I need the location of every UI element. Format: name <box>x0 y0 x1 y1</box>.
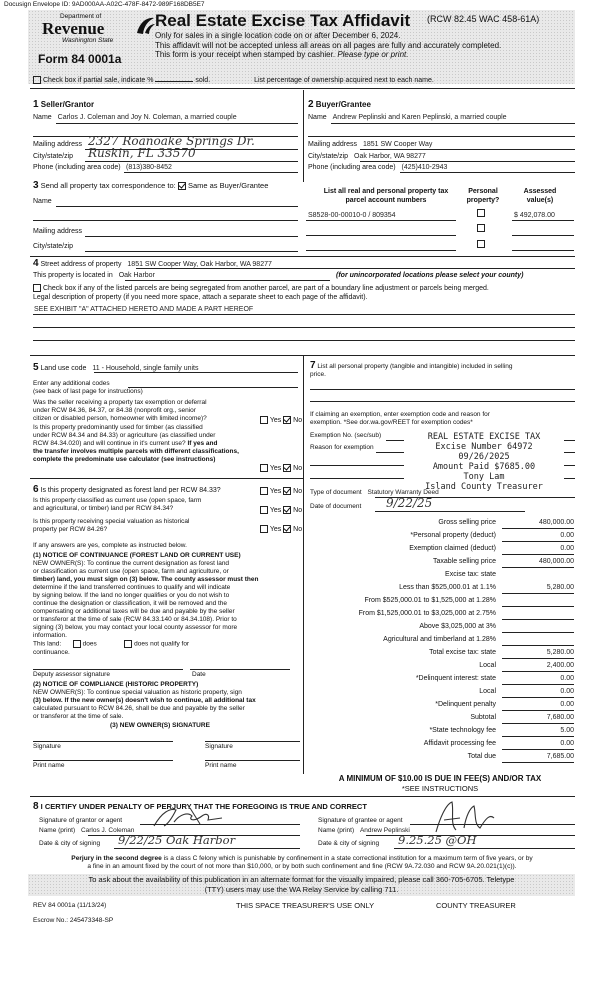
section3-label: Send all property tax correspondence to: <box>40 181 176 190</box>
form-number: Form 84 0001a <box>38 52 122 66</box>
grantee-date-label: Date & city of signing <box>318 840 380 847</box>
buyer-city-value[interactable]: Oak Harbor, WA 98277 <box>354 153 426 160</box>
owner-print-label-1: Print name <box>33 762 65 769</box>
certify-heading: 8 I CERTIFY UNDER PENALTY OF PERJURY THAT THE FOREGOING IS TRUE AND CORRECT <box>33 801 367 812</box>
historic-yes-checkbox[interactable] <box>260 525 268 533</box>
calc-row-label: Less than $525,000.01 at 1.1% <box>399 584 496 591</box>
stamp-line-4: Amount Paid $7685.00 <box>432 462 536 472</box>
personal-property-header: Personal property? <box>466 188 500 204</box>
unincorporated-note: (for unincorporated locations please select your county) <box>336 272 524 279</box>
parcel-header: List all real and personal property tax parcel account numbers <box>323 188 449 204</box>
dor-logo <box>42 13 152 45</box>
calc-row-label: Above $3,025,000 at 3% <box>419 623 496 630</box>
if-any-yes: If any answers are yes, complete as instructed below. <box>33 542 187 549</box>
buyer-city-row <box>308 153 426 160</box>
exemption-instructions: If claiming an exemption, enter exemption code and reason for exemption. *See dor.wa.gov/REET for exemption codes* <box>310 411 490 426</box>
grantee-signature[interactable] <box>430 798 500 838</box>
exemption-no-checkbox[interactable] <box>283 416 291 424</box>
revenue-swoosh-icon <box>134 15 156 37</box>
county-treasurer-label: COUNTY TREASURER <box>436 901 516 910</box>
calc-row-label: From $525,000.01 to $1,525,000 at 1.28% <box>364 597 496 604</box>
assessed-value-header: Assessed value(s) <box>523 188 557 204</box>
location-value[interactable]: Oak Harbor <box>118 272 155 279</box>
form-rcw: (RCW 82.45 WAC 458-61A) <box>427 14 540 24</box>
logo-state: Washington State <box>62 37 114 44</box>
calc-row-label: From $1,525,000.01 to $3,025,000 at 2.75% <box>358 610 496 617</box>
seller-mailing-value[interactable]: 2327 Roanoake Springs Dr. <box>88 134 255 148</box>
header-line-1: Only for sales in a single location code on or after December 6, 2024. <box>155 31 401 40</box>
see-instructions: *SEE INSTRUCTIONS <box>401 784 479 793</box>
assessed-value[interactable]: $ 492,078.00 <box>514 212 555 219</box>
calc-row-label: Total due <box>467 753 496 760</box>
calc-row-value[interactable]: 0.00 <box>502 532 574 542</box>
same-as-buyer-label: Same as Buyer/Grantee <box>187 181 269 190</box>
current-use-question: Is this property classified as current use (open space, farm and agricultural, or timber) land per RCW 84.34? <box>33 497 202 512</box>
calc-row-value[interactable]: 480,000.00 <box>502 519 574 529</box>
section3-row <box>33 180 268 191</box>
doc-date-value[interactable]: 9/22/25 <box>386 496 433 510</box>
land-does-checkbox[interactable] <box>73 640 81 648</box>
buyer-phone-value[interactable]: (425)410-2943 <box>401 164 448 171</box>
same-as-buyer-checkbox[interactable] <box>178 182 186 190</box>
section3-number: 3 <box>33 180 39 191</box>
calc-row-value[interactable] <box>502 597 574 607</box>
seller-name-label: Name <box>33 114 52 121</box>
exemption-yes-checkbox[interactable] <box>260 416 268 424</box>
partial-percent-field[interactable] <box>155 81 193 82</box>
section3-mailing-label: Mailing address <box>33 228 83 235</box>
segregation-row <box>33 284 489 292</box>
historic-no-checkbox[interactable] <box>283 525 291 533</box>
current-use-yes-checkbox[interactable] <box>260 506 268 514</box>
additional-codes-label: Enter any additional codes (see back of last page for instructions) <box>33 380 143 395</box>
seller-heading: 1 Seller/Grantor <box>33 99 95 110</box>
stamp-line-2: Excise Number 64972 <box>435 442 533 452</box>
deputy-signature-label: Deputy assessor signature <box>33 671 110 678</box>
seller-mailing-label: Mailing address <box>33 141 83 148</box>
land-use-label: Land use code <box>40 365 87 372</box>
deputy-date-label: Date <box>192 671 206 678</box>
section4-number: 4 <box>33 258 39 269</box>
personal-property-checkbox-2[interactable] <box>477 224 485 232</box>
buyer-phone-label: Phone (including area code) <box>308 164 396 171</box>
legal-description-label: Legal description of property (if you need more space, attach a separate sheet to each page of the affidavit). <box>33 294 368 301</box>
minimum-due: A MINIMUM OF $10.00 IS DUE IN FEE(S) AND/OR TAX <box>338 774 542 783</box>
calc-row-label: Excise tax: state <box>445 571 496 578</box>
location-label: This property is located in <box>33 272 113 279</box>
calc-row-label: Gross selling price <box>438 519 496 526</box>
calc-row-label: Local <box>479 688 496 695</box>
form-title: Real Estate Excise Tax Affidavit <box>155 11 411 30</box>
escrow-number: Escrow No.: 245473348-SP <box>33 917 114 924</box>
calc-row-value[interactable]: 0.00 <box>502 688 574 698</box>
calc-row-value[interactable]: 480,000.00 <box>502 558 574 568</box>
timber-yes-no: Yes No <box>260 464 302 472</box>
calc-row-value[interactable]: 0.00 <box>502 545 574 555</box>
seller-name-row <box>33 114 298 121</box>
calc-row-value[interactable]: 5,280.00 <box>502 649 574 659</box>
historic-yes-no: Yes No <box>260 525 302 533</box>
buyer-mailing-row <box>308 141 432 148</box>
doc-type-row: Type of document Statutory Warranty Deed <box>310 489 439 496</box>
treasurer-stamp <box>404 432 564 492</box>
exemption-yes-no: Yes No <box>260 416 302 424</box>
exemption-question: Was the seller receiving a property tax exemption or deferral under RCW 84.36, 84.37, or 84.38 (nonprofit org., senior citizen or disabled person, homeowner with limited income)? <box>33 399 207 422</box>
calc-row-value[interactable]: 2,400.00 <box>502 662 574 672</box>
calc-row-label: *Delinquent interest: state <box>415 675 496 682</box>
partial-sale-label: Check box if partial sale, indicate % <box>42 76 154 84</box>
calc-row-value[interactable]: 7,685.00 <box>502 753 574 763</box>
timber-question: Is this property predominantly used for timber (as classified under RCW 84.34 and 84.33) or agriculture (as classified under RCW 84.34.020) and will continue in it's current use? If yes and the transfer involves multiple parcels with different classifications, complete the predominate use calculator (see instructions) <box>33 424 239 463</box>
land-use-value[interactable]: 11 - Household, single family units <box>92 365 199 372</box>
owner-signature-label-2: Signature <box>205 743 233 750</box>
timber-no-checkbox[interactable] <box>283 464 291 472</box>
partial-sold-label: sold. <box>195 76 211 84</box>
doc-date-label: Date of document <box>310 503 362 510</box>
logo-revenue: Revenue <box>42 19 105 38</box>
stamp-line-6: Island County Treasurer <box>425 482 543 492</box>
this-land-row: This land: does does not qualify for <box>33 640 190 648</box>
buyer-mailing-label: Mailing address <box>308 141 358 148</box>
seller-phone-label: Phone (including area code) <box>33 164 121 171</box>
forest-yes-checkbox[interactable] <box>260 487 268 495</box>
calc-row-value[interactable]: 5,280.00 <box>502 584 574 594</box>
current-use-yes-no: Yes No <box>260 506 302 514</box>
calc-row-label: Total excise tax: state <box>429 649 496 656</box>
land-does-not-checkbox[interactable] <box>124 640 132 648</box>
perjury-notice: Perjury in the second degree is a class C felony which is punishable by confinement in a state correctional institution for a maximum term of five years, or by a fine in an amount fixed by the court of not more than $10,000, or by both such confinement and fine (RCW 9A.72.030 and RCW 9A.20.021(1)(c)). <box>71 855 533 870</box>
doc-type-value[interactable]: Statutory Warranty Deed <box>367 489 439 496</box>
header-line-3a: This form is your receipt when stamped by cashier. <box>155 50 336 59</box>
segregation-label: Check box if any of the listed parcels are being segregated from another parcel, are part of a boundary line adjustment or parcels being merged. <box>42 284 489 292</box>
grantee-signature-label: Signature of grantee or agent <box>318 817 403 824</box>
calc-row-value[interactable] <box>502 623 574 633</box>
personal-property-list: 7 List all personal property (tangible and intangible) included in selling price. <box>310 360 513 378</box>
calc-row-value[interactable]: 0.00 <box>502 701 574 711</box>
calc-row-label: Local <box>479 662 496 669</box>
seller-name-value[interactable]: Carlos J. Coleman and Joy N. Coleman, a married couple <box>57 114 237 121</box>
section3-city-label: City/state/zip <box>33 243 74 250</box>
calc-row-label: Taxable selling price <box>432 558 496 565</box>
forest-question: 6 Is this property designated as forest land per RCW 84.33? <box>33 484 221 495</box>
buyer-name-label: Name <box>308 114 327 121</box>
calc-row-label: Subtotal <box>470 714 496 721</box>
personal-property-checkbox-3[interactable] <box>477 240 485 248</box>
grantee-name-value[interactable]: Andrew Peplinski <box>359 827 410 834</box>
continuance-label: continuance. <box>33 649 70 656</box>
calc-row-label: Agricultural and timberland at 1.28% <box>383 636 496 643</box>
location-row <box>33 272 155 279</box>
grantor-date-value[interactable]: 9/22/25 Oak Harbor <box>118 833 236 847</box>
seller-city-value[interactable]: Ruskin, FL 33570 <box>88 146 196 160</box>
owner-print-label-2: Print name <box>205 762 237 769</box>
seller-city-label: City/state/zip <box>33 153 74 160</box>
timber-yes-checkbox[interactable] <box>260 464 268 472</box>
grantor-date-label: Date & city of signing <box>39 840 101 847</box>
calc-row-value[interactable] <box>502 636 574 646</box>
buyer-heading: 2 Buyer/Grantee <box>308 99 371 110</box>
alternate-format-notice: To ask about the availability of this publication in an alternate format for the visually impaired, please call 360-705-6705. Teletype (TTY) users may use the WA Relay Service by calling 711. <box>88 875 515 894</box>
grantor-name-value[interactable]: Carlos J. Coleman <box>80 827 135 834</box>
grantee-date-value[interactable]: 9.25.25 @OH <box>398 833 477 847</box>
rev-number: REV 84 0001a (11/13/24) <box>33 902 107 909</box>
stamp-line-3: 09/26/2025 <box>458 452 510 462</box>
logo-dept: Department of <box>60 13 102 20</box>
exemption-reason-label: Reason for exemption <box>310 444 374 451</box>
personal-property-checkbox-1[interactable] <box>477 209 485 217</box>
envelope-id: Docusign Envelope ID: 9AD000AA-A02C-478F-8472-989F168DB5E7 <box>4 1 205 8</box>
header-line-2: This affidavit will not be accepted unless all areas on all pages are fully and accurately completed. <box>155 40 502 50</box>
forest-yes-no: Yes No <box>260 487 302 495</box>
calc-row-label: *State technology fee <box>429 727 496 734</box>
grantor-signature[interactable] <box>150 804 230 830</box>
buyer-name-row <box>308 114 575 121</box>
calc-row-value[interactable]: 7,680.00 <box>502 714 574 724</box>
grantee-name-row: Name (print) Andrew Peplinski <box>318 827 410 834</box>
parcel-number[interactable]: S8528-00-00010-0 / 809354 <box>308 212 396 219</box>
notice-continuance: (1) NOTICE OF CONTINUANCE (FOREST LAND OR CURRENT USE) NEW OWNER(S): To continue the current designation as forest land or classification as current use (open space, farm and agriculture, or timber) land, you must sign on (3) below. The county assessor must then determine if the land transferred continues to qualify and will indicate by signing below. If the land no longer qualifies or you do not wish to continue the designation or classification, it will be removed and the compensating or additional taxes will be due and payable by the seller or transferor at the time of sale (RCW 84.33.140 or 84.34.108). Prior to signing (3) below, you may contact your local county assessor for more information. <box>33 552 259 639</box>
section5-number: 5 <box>33 362 39 373</box>
calc-row-label: *Personal property (deduct) <box>410 532 496 539</box>
exemption-number-label: Exemption No. (sec/sub) <box>310 432 382 439</box>
seller-phone-value[interactable]: (813)380-8452 <box>126 164 172 171</box>
historic-question: Is this property receiving special valuation as historical property per RCW 84.26? <box>33 518 190 533</box>
stamp-line-1: REAL ESTATE EXCISE TAX <box>427 432 541 442</box>
header-instructions <box>155 31 501 60</box>
street-address-label: Street address of property <box>40 261 122 268</box>
calc-row-label: Exemption claimed (deduct) <box>409 545 496 552</box>
grantor-name-row: Name (print) Carlos J. Coleman <box>39 827 135 834</box>
section3-name-label: Name <box>33 198 52 205</box>
partial-sale-checkbox[interactable] <box>33 76 41 84</box>
buyer-mailing-value[interactable]: 1851 SW Cooper Way <box>362 141 433 148</box>
header-line-3b: Please type or print. <box>337 50 409 59</box>
calc-row-value[interactable] <box>502 610 574 620</box>
new-owner-signature-heading: (3) NEW OWNER(S) SIGNATURE <box>110 722 210 729</box>
calc-row-value[interactable]: 0.00 <box>502 675 574 685</box>
partial-sale-row <box>33 76 434 84</box>
treasurer-use-label: THIS SPACE TREASURER'S USE ONLY <box>236 901 375 910</box>
legal-description-value[interactable]: SEE EXHIBIT "A" ATTACHED HERETO AND MADE A PART HEREOF <box>34 306 254 313</box>
grantor-signature-label: Signature of grantor or agent <box>39 817 123 824</box>
calc-row-label: *Delinquent penalty <box>435 701 496 708</box>
buyer-city-label: City/state/zip <box>308 153 349 160</box>
forest-no-checkbox[interactable] <box>283 487 291 495</box>
calc-row-value[interactable]: 0.00 <box>502 740 574 750</box>
calc-row-value[interactable]: 5.00 <box>502 727 574 737</box>
current-use-no-checkbox[interactable] <box>283 506 291 514</box>
buyer-name-value[interactable]: Andrew Peplinski and Karen Peplinski, a married couple <box>332 114 507 121</box>
segregation-checkbox[interactable] <box>33 284 41 292</box>
calc-row-label: Affidavit processing fee <box>423 740 496 747</box>
notice-compliance: (2) NOTICE OF COMPLIANCE (HISTORIC PROPERTY) NEW OWNER(S): To continue special valuation as historic property, sign (3) below. If the new owner(s) doesn't wish to continue, all additional tax calculated pursuant to RCW 84.26, shall be due and payable by the seller or transferor at the time of sale. <box>33 681 256 720</box>
stamp-line-5: Tony Lam <box>463 472 505 482</box>
ownership-list-label: List percentage of ownership acquired next to each name. <box>254 76 434 84</box>
owner-signature-label-1: Signature <box>33 743 61 750</box>
street-address-value[interactable]: 1851 SW Cooper Way, Oak Harbor, WA 98277 <box>127 261 272 268</box>
buyer-phone-row <box>308 164 447 171</box>
